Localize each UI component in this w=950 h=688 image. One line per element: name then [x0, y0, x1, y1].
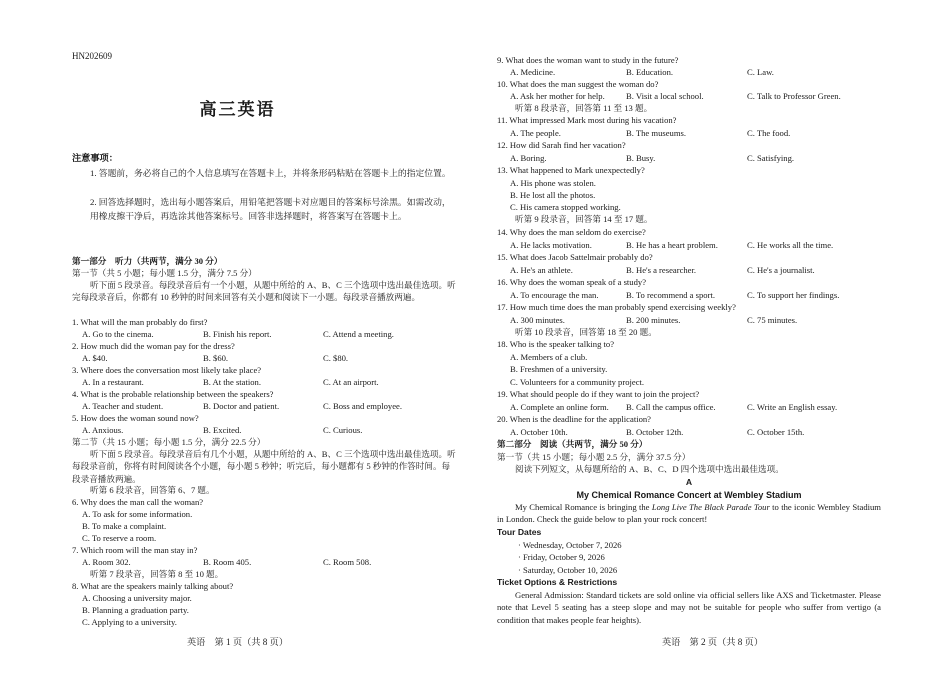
- q16-option-a: A. To encourage the man.: [510, 290, 599, 300]
- q10-option-a: A. Ask her mother for help.: [510, 91, 605, 101]
- question-17: 17. How much time does the man probably spend exercising weekly?: [497, 302, 736, 312]
- tour-date-1: · Wednesday, October 7, 2026: [518, 540, 622, 550]
- q16-option-c: C. To support her findings.: [747, 290, 840, 300]
- q5-option-a: A. Anxious.: [82, 425, 124, 435]
- q9-option-a: A. Medicine.: [510, 67, 556, 77]
- passage-letter: A: [685, 477, 693, 487]
- part1-heading: 第一部分 听力（共两节，满分 30 分）: [72, 256, 223, 266]
- q2-option-c: C. $80.: [323, 353, 349, 363]
- q4-option-c: C. Boss and employee.: [323, 401, 403, 411]
- q15-option-b: B. He's a researcher.: [626, 265, 697, 275]
- q20-option-b: B. October 12th.: [626, 427, 684, 437]
- tour-name: Long Live The Black Parade Tour: [651, 502, 770, 512]
- q18-option-a: A. Members of a club.: [510, 352, 588, 362]
- part2-section1-heading: 第一节（共 15 小题；每小题 2.5 分，满分 37.5 分）: [497, 452, 691, 462]
- question-11: 11. What impressed Mark most during his vacation?: [497, 115, 677, 125]
- q10-option-b: B. Visit a local school.: [626, 91, 704, 101]
- audio-10-instruction: 听第 10 段录音，回答第 18 至 20 题。: [515, 327, 657, 337]
- q15-option-c: C. He's a journalist.: [747, 265, 815, 275]
- q6-option-b: B. To make a complaint.: [82, 521, 167, 531]
- q13-option-a: A. His phone was stolen.: [510, 178, 596, 188]
- audio-6-instruction: 听第 6 段录音，回答第 6、7 题。: [90, 485, 215, 495]
- q1-option-c: C. Attend a meeting.: [323, 329, 394, 339]
- q17-option-a: A. 300 minutes.: [510, 315, 565, 325]
- note-1: 1. 答题前，务必将自己的个人信息填写在答题卡上，并将条形码粘贴在答题卡上的指定位置。: [90, 168, 451, 178]
- q12-option-c: C. Satisfying.: [747, 153, 795, 163]
- q9-option-b: B. Education.: [626, 67, 674, 77]
- q1-option-a: A. Go to the cinema.: [82, 329, 154, 339]
- section2-instructions: 听下面 5 段录音。每段录音后有几个小题，从题中所给的 A、B、C 三个选项中选出最佳选项。听每段录音前，你将有时间阅读各个小题，每小题 5 秒钟；听完后，每小题都有 5 秒钟的作答时间。每段录音播放两遍。: [72, 449, 456, 484]
- passage-intro-part2: to the iconic Wembley Stadium in London. Check the guide below to plan your rock concert!: [497, 502, 881, 525]
- q15-option-a: A. He's an athlete.: [510, 265, 573, 275]
- q19-option-a: A. Complete an online form.: [510, 402, 609, 412]
- ticket-text: General Admission: Standard tickets are sold online via official sellers like AXS and Ticketmaster. Please note that Level 5 seating has a steep slope and may not be suitable for people who suffer from vertigo (a condition that makes people fear heights).: [497, 590, 881, 625]
- section1-heading: 第一节（共 5 小题；每小题 1.5 分，满分 7.5 分）: [72, 268, 257, 278]
- question-5: 5. How does the woman sound now?: [72, 413, 199, 423]
- question-2: 2. How much did the woman pay for the dress?: [72, 341, 235, 351]
- ticket-heading: Ticket Options & Restrictions: [497, 577, 618, 587]
- question-9: 9. What does the woman want to study in the future?: [497, 55, 679, 65]
- q5-option-c: C. Curious.: [323, 425, 363, 435]
- q7-option-a: A. Room 302.: [82, 557, 131, 567]
- page-footer: 英语 第 2 页（共 8 页）: [661, 637, 764, 647]
- q11-option-b: B. The museums.: [626, 128, 686, 138]
- tour-date-2: · Friday, October 9, 2026: [518, 552, 605, 562]
- q16-option-b: B. To recommend a sport.: [626, 290, 715, 300]
- q3-option-c: C. At an airport.: [323, 377, 379, 387]
- question-12: 12. How did Sarah find her vacation?: [497, 140, 626, 150]
- section1-instructions: 听下面 5 段录音。每段录音后有一个小题，从题中所给的 A、B、C 三个选项中选出最佳选项。听完每段录音后，你都有 10 秒钟的时间来回答有关小题和阅读下一小题。每段录音播放两遍。: [72, 280, 456, 303]
- audio-8-instruction: 听第 8 段录音，回答第 11 至 13 题。: [515, 103, 653, 113]
- question-15: 15. What does Jacob Sattelmair probably do?: [497, 252, 653, 262]
- q10-option-c: C. Talk to Professor Green.: [747, 91, 841, 101]
- page-title: 高三英语: [199, 100, 276, 119]
- q2-option-a: A. $40.: [82, 353, 108, 363]
- question-3: 3. Where does the conversation most likely take place?: [72, 365, 262, 375]
- q1-option-b: B. Finish his report.: [203, 329, 272, 339]
- q11-option-a: A. The people.: [510, 128, 561, 138]
- question-20: 20. When is the deadline for the application?: [497, 414, 651, 424]
- q5-option-b: B. Excited.: [203, 425, 242, 435]
- passage-intro: [497, 501, 881, 526]
- question-18: 18. Who is the speaker talking to?: [497, 339, 615, 349]
- q17-option-b: B. 200 minutes.: [626, 315, 681, 325]
- tour-date-3: · Saturday, October 10, 2026: [518, 565, 618, 575]
- q13-option-b: B. He lost all the photos.: [510, 190, 596, 200]
- question-14: 14. Why does the man seldom do exercise?: [497, 227, 646, 237]
- passage-intro-part1: My Chemical Romance is bringing the: [515, 502, 652, 512]
- question-6: 6. Why does the man call the woman?: [72, 497, 204, 507]
- audio-9-instruction: 听第 9 段录音，回答第 14 至 17 题。: [515, 214, 653, 224]
- question-16: 16. Why does the woman speak of a study?: [497, 277, 647, 287]
- question-7: 7. Which room will the man stay in?: [72, 545, 198, 555]
- question-13: 13. What happened to Mark unexpectedly?: [497, 165, 645, 175]
- q17-option-c: C. 75 minutes.: [747, 315, 798, 325]
- q7-option-c: C. Room 508.: [323, 557, 372, 567]
- question-8: 8. What are the speakers mainly talking about?: [72, 581, 234, 591]
- q6-option-a: A. To ask for some information.: [82, 509, 193, 519]
- passage-title: My Chemical Romance Concert at Wembley Stadium: [576, 490, 802, 500]
- page-footer: 英语 第 1 页（共 8 页）: [186, 637, 289, 647]
- q20-option-c: C. October 15th.: [747, 427, 805, 437]
- q9-option-c: C. Law.: [747, 67, 774, 77]
- q3-option-a: A. In a restaurant.: [82, 377, 144, 387]
- audio-7-instruction: 听第 7 段录音，回答第 8 至 10 题。: [90, 569, 224, 579]
- exam-code: HN202609: [72, 51, 112, 61]
- q6-option-c: C. To reserve a room.: [82, 533, 157, 543]
- q2-option-b: B. $60.: [203, 353, 229, 363]
- q14-option-b: B. He has a heart problem.: [626, 240, 718, 250]
- question-19: 19. What should people do if they want to join the project?: [497, 389, 700, 399]
- q14-option-c: C. He works all the time.: [747, 240, 834, 250]
- q12-option-b: B. Busy.: [626, 153, 656, 163]
- tour-dates-heading: Tour Dates: [497, 527, 542, 537]
- q8-option-c: C. Applying to a university.: [82, 617, 177, 627]
- q11-option-c: C. The food.: [747, 128, 791, 138]
- question-1: 1. What will the man probably do first?: [72, 317, 208, 327]
- q4-option-b: B. Doctor and patient.: [203, 401, 280, 411]
- note-2: 2. 回答选择题时，选出每小题答案后，用铅笔把答题卡对应题目的答案标号涂黑。如需改动，用橡皮擦干净后，再选涂其他答案标号。回答非选择题时，将答案写在答题卡上。: [90, 197, 451, 221]
- q4-option-a: A. Teacher and student.: [82, 401, 164, 411]
- q12-option-a: A. Boring.: [510, 153, 547, 163]
- question-10: 10. What does the man suggest the woman do?: [497, 79, 659, 89]
- q14-option-a: A. He lacks motivation.: [510, 240, 592, 250]
- section2-heading: 第二节（共 15 小题；每小题 1.5 分，满分 22.5 分）: [72, 437, 266, 447]
- q13-option-c: C. His camera stopped working.: [510, 202, 621, 212]
- part2-heading: 第二部分 阅读（共两节，满分 50 分）: [497, 439, 648, 449]
- q19-option-c: C. Write an English essay.: [747, 402, 838, 412]
- q19-option-b: B. Call the campus office.: [626, 402, 716, 412]
- q18-option-c: C. Volunteers for a community project.: [510, 377, 645, 387]
- part2-instructions: 阅读下列短文，从每题所给的 A、B、C、D 四个选项中选出最佳选项。: [515, 464, 784, 474]
- q8-option-a: A. Choosing a university major.: [82, 593, 192, 603]
- question-4: 4. What is the probable relationship between the speakers?: [72, 389, 274, 399]
- notes-heading: 注意事项：: [72, 153, 118, 163]
- q7-option-b: B. Room 405.: [203, 557, 252, 567]
- q8-option-b: B. Planning a graduation party.: [82, 605, 189, 615]
- q18-option-b: B. Freshmen of a university.: [510, 364, 608, 374]
- q3-option-b: B. At the station.: [203, 377, 262, 387]
- q20-option-a: A. October 10th.: [510, 427, 568, 437]
